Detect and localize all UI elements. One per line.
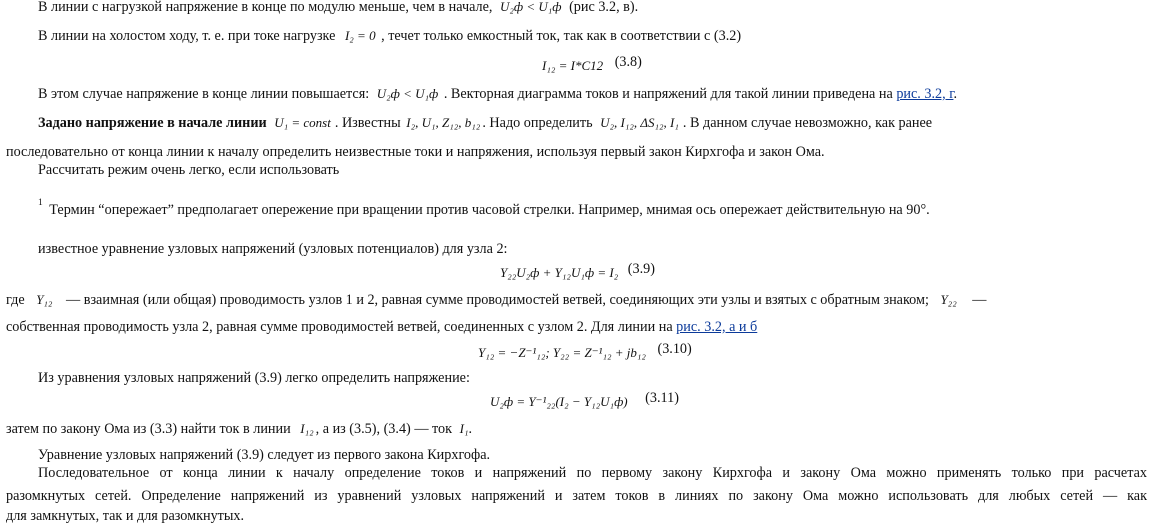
- paragraph-where-y: [6, 291, 986, 309]
- paragraph-text: Из уравнения узловых напряжений (3.9) легко определить напряжение:: [38, 370, 470, 386]
- equation-number: (3.8): [614, 54, 642, 70]
- paragraph-text: . Векторная диаграмма токов и напряжений для такой линии приведена на: [443, 86, 893, 102]
- paragraph-easy-calc: [38, 161, 339, 179]
- paragraph-where-y-cont: [6, 318, 757, 336]
- equation-3-10: [478, 341, 692, 362]
- inline-formula: U₁ = const: [274, 115, 331, 130]
- paragraph-text: разомкнутых сетей. Определение напряжений из уравнений узловых напряжений и затем токов в линиях по закону Ома можно использовать для любых сетей — как: [6, 488, 1147, 504]
- equation-formula: Y₁₂ = −Z⁻¹₁₂; Y₂₂ = Z⁻¹₁₂ + jb₁₂: [478, 345, 646, 360]
- paragraph-sequential: [38, 464, 1147, 482]
- equation-3-9: [500, 261, 655, 282]
- inline-formula: Y₁₂: [36, 292, 53, 307]
- paragraph-given-voltage-cont: [6, 143, 825, 161]
- paragraph-text: . Известны: [334, 115, 401, 131]
- paragraph-text: . В данном случае невозможно, как ранее: [682, 115, 933, 131]
- inline-formula: Y₂₂: [940, 292, 957, 307]
- paragraph-text: последовательно от конца линии к началу определить неизвестные токи и напряжения, используя первый закон Кирхгофа и закон Ома.: [6, 144, 825, 160]
- equation-number: (3.11): [645, 390, 679, 406]
- inline-formula-unknown: U₂, I₁₂, ΔS₁₂, I₁: [600, 115, 679, 130]
- equation-formula: I₁₂ = I*C12: [542, 58, 604, 73]
- paragraph-text: Рассчитать режим очень легко, если использовать: [38, 162, 340, 178]
- inline-formula: U₂ф < U₁ф: [499, 0, 562, 14]
- figure-link-3-2-g[interactable]: рис. 3.2, г: [896, 86, 954, 102]
- paragraph-text: В этом случае напряжение в конце линии повышается:: [38, 86, 370, 102]
- paragraph-no-load: [38, 27, 741, 45]
- footnote-text: Термин “опережает” предполагает опережение при вращении против часовой стрелки. Например, мнимая ось опережает действительную на 90°.: [49, 202, 930, 218]
- paragraph-text: — взаимная (или общая) проводимость узлов 1 и 2, равная сумме проводимостей ветвей, соединяющих эти узлы и взятых с обратным знаком;: [66, 292, 929, 308]
- paragraph-text: —: [972, 292, 987, 308]
- paragraph-voltage-rise: [38, 85, 957, 103]
- paragraph-text: В линии на холостом ходу, т. е. при токе нагрузке: [38, 28, 336, 44]
- paragraph-text: собственная проводимость узла 2, равная сумме проводимостей ветвей, соединенных с узлом 2. Для линии на: [6, 319, 673, 335]
- inline-formula-known: I₂, U₁, Z₁₂, b₁₂: [406, 115, 481, 130]
- equation-3-8: [542, 54, 642, 75]
- paragraph-sequential-end: [6, 507, 244, 525]
- paragraph-text: , течет только емкостный ток, так как в соответствии с (3.2): [381, 28, 742, 44]
- paragraph-node-equation: [38, 240, 508, 258]
- paragraph-text: .: [953, 86, 957, 102]
- equation-formula: Y₂₂U₂ф + Y₁₂U₁ф = I₂: [500, 265, 619, 280]
- figure-link-3-2-a-b[interactable]: рис. 3.2, а и б: [676, 319, 758, 335]
- inline-formula: U₂ф < U₁ф: [376, 86, 439, 101]
- footnote-mark: 1: [38, 198, 43, 209]
- inline-formula: I₁₂: [300, 421, 314, 436]
- paragraph-given-voltage: [38, 114, 932, 132]
- equation-number: (3.9): [627, 261, 655, 277]
- paragraph-text: . Надо определить: [482, 115, 593, 131]
- footnote: [38, 198, 930, 219]
- paragraph-kirchhoff: [38, 446, 490, 464]
- bold-heading: Задано напряжение в начале линии: [38, 115, 267, 131]
- equation-number: (3.10): [657, 341, 692, 357]
- paragraph-text: Последовательное от конца линии к началу определение токов и напряжений по первому закону Кирхгофа и закону Ома можно применять только при расчетах: [38, 465, 1147, 481]
- paragraph-text: затем по закону Ома из (3.3) найти ток в линии: [6, 421, 291, 437]
- paragraph-text: , а из (3.5), (3.4) — ток: [315, 421, 453, 437]
- paragraph-text: .: [468, 421, 473, 437]
- paragraph-load-line: [38, 0, 638, 16]
- paragraph-text: известное уравнение узловых напряжений (узловых потенциалов) для узла 2:: [38, 241, 508, 257]
- paragraph-text: (рис 3.2, в).: [569, 0, 639, 15]
- paragraph-text: В линии с нагрузкой напряжение в конце по модулю меньше, чем в начале,: [38, 0, 493, 15]
- paragraph-text: для замкнутых, так и для разомкнутых.: [6, 508, 245, 524]
- inline-formula: I₁: [459, 421, 469, 436]
- paragraph-text: где: [6, 292, 25, 308]
- equation-3-11: [490, 390, 679, 411]
- equation-formula: U₂ф = Y⁻¹₂₂(I₂ − Y₁₂U₁ф): [490, 394, 628, 409]
- paragraph-from-equation: [38, 369, 470, 387]
- inline-formula: I₂ = 0: [344, 28, 376, 43]
- paragraph-text: Уравнение узловых напряжений (3.9) следует из первого закона Кирхгофа.: [38, 447, 491, 463]
- paragraph-sequential-cont: [6, 487, 1147, 505]
- paragraph-ohm-law: [6, 420, 472, 438]
